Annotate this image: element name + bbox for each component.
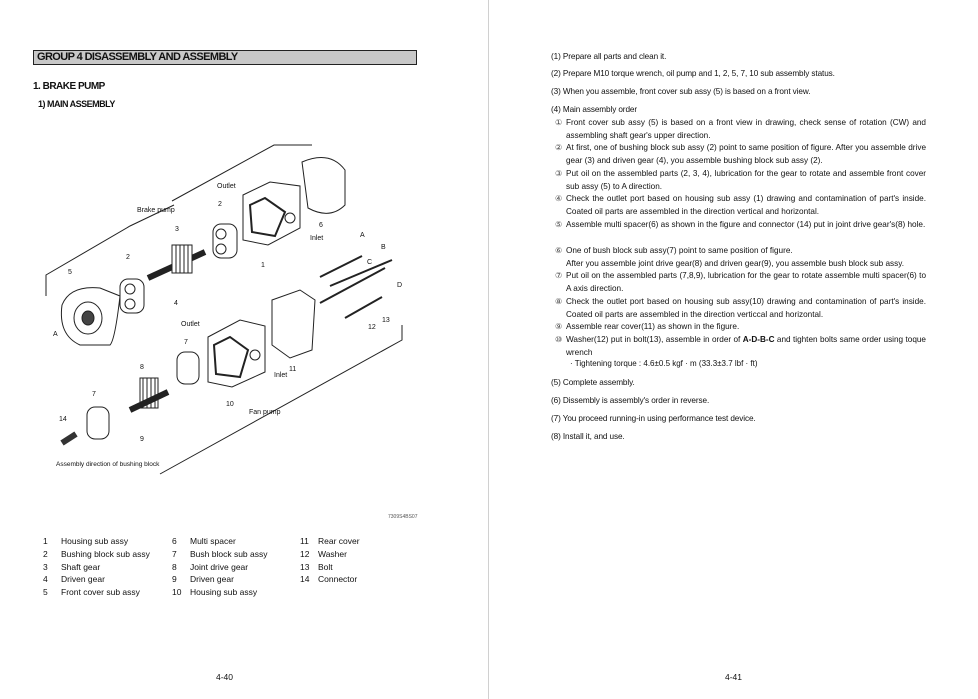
order-text — [566, 296, 926, 322]
assembly-order-item — [555, 296, 926, 322]
diagram-label: 11 — [289, 366, 297, 373]
diagram-label: A — [53, 331, 58, 338]
step-7: (7) You proceed running-in using performance test device. — [551, 414, 756, 423]
diagram-label: B — [381, 244, 386, 251]
order-text — [566, 193, 926, 219]
parts-list-item — [300, 561, 360, 574]
parts-list-item — [43, 548, 150, 561]
order-mark: ⑤ — [555, 220, 563, 229]
order-mark: ② — [555, 143, 563, 152]
part-name: Driven gear — [61, 574, 105, 585]
part-number: 14 — [300, 574, 310, 585]
order-text — [566, 142, 926, 168]
order-text — [566, 334, 926, 360]
bush-block-part-2 — [87, 407, 109, 439]
diagram-label: Outlet — [217, 183, 236, 190]
part-number: 10 — [172, 587, 182, 598]
parts-list-column — [172, 535, 267, 599]
order-text — [566, 219, 926, 232]
order-text-part: Put oil on the assembled parts (2, 3, 4), lubrication for the gear to rotate and assemble front cover sub assy (5) to A direction. — [566, 169, 926, 191]
order-mark: ⑦ — [555, 271, 563, 280]
parts-list-item — [300, 548, 360, 561]
step-6: (6) Dissembly is assembly's order in reverse. — [551, 396, 710, 405]
shaft-gear-part — [148, 245, 205, 278]
assembly-order-item — [555, 270, 926, 296]
order-text-line2: After you assemble joint drive gear(8) and driven gear(9), you assemble bush block sub assy. — [566, 258, 904, 268]
parts-list-item — [300, 535, 360, 548]
brake-pump-exploded-diagram — [0, 0, 489, 500]
diagram-label: Outlet — [181, 321, 200, 328]
parts-list-item — [43, 561, 150, 574]
diagram-label: 9 — [140, 436, 144, 443]
order-text-part: One of bush block sub assy(7) point to same position of figure. — [566, 246, 793, 255]
parts-list-item — [43, 573, 150, 586]
assembly-order-item — [555, 168, 926, 194]
multi-spacer-part — [302, 158, 345, 214]
order-mark: ③ — [555, 169, 563, 178]
order-text — [566, 245, 926, 271]
diagram-label: A — [360, 232, 365, 239]
part-number: 6 — [172, 536, 177, 546]
diagram-label: 8 — [140, 364, 144, 371]
order-text — [566, 321, 926, 334]
part-name: Driven gear — [190, 574, 234, 585]
diagram-label: 4 — [174, 300, 178, 307]
part-number: 2 — [43, 548, 48, 559]
part-name: Joint drive gear — [190, 561, 249, 572]
parts-list-item — [300, 573, 360, 586]
part-name: Shaft gear — [61, 561, 101, 572]
diagram-label: 14 — [59, 416, 67, 423]
parts-list-item — [172, 586, 267, 599]
tightening-torque: · Tightening torque : 4.6±0.5 kgf · m (33.3±3.7 lbf · ft) — [570, 359, 758, 368]
part-number: 4 — [43, 574, 48, 585]
bolts-part — [320, 256, 392, 318]
bolt-order: A-D-B-C — [742, 335, 775, 344]
parts-list-item — [172, 573, 267, 586]
assembly-order-item — [555, 117, 926, 143]
step-5: (5) Complete assembly. — [551, 378, 635, 387]
order-text-part: Washer(12) put in bolt(13), assemble in order of — [566, 335, 743, 344]
assembly-order-item — [555, 219, 926, 232]
order-text-part: and tighten bolts same order using toque wrench — [566, 335, 926, 357]
part-number: 3 — [43, 561, 48, 572]
page-number: 4-41 — [725, 672, 743, 682]
order-mark: ① — [555, 118, 563, 127]
parts-list-item — [172, 535, 267, 548]
part-name: Bush block sub assy — [190, 548, 268, 559]
part-name: Housing sub assy — [190, 587, 258, 598]
parts-list-item — [43, 586, 150, 599]
step-1: (1) Prepare all parts and clean it. — [551, 52, 667, 61]
parts-list-item — [43, 535, 150, 548]
parts-list-column — [300, 535, 360, 586]
diagram-label: D — [397, 282, 403, 289]
housing-part — [243, 182, 300, 245]
diagram-label: 5 — [68, 269, 72, 276]
order-text-part: At first, one of bushing block sub assy (2) point to same position of figure. After you assemble drive gear (3) and driven gear (4), you assemble bushing block sub assy (2). — [566, 143, 926, 165]
assembly-order-item — [555, 334, 926, 360]
order-mark: ⑧ — [555, 297, 563, 306]
diagram-label: 7 — [184, 339, 188, 346]
order-text-part: Put oil on the assembled parts (7,8,9), lubrication for the gear to rotate assemble multi spacer(6) to A axis direction. — [566, 271, 926, 293]
assembly-order-item — [555, 142, 926, 168]
part-name: Washer — [318, 548, 347, 559]
diagram-label: 7 — [92, 391, 96, 398]
group-title: GROUP 4 DISASSEMBLY AND ASSEMBLY — [33, 50, 417, 65]
diagram-label: 1 — [261, 262, 265, 269]
order-text-part: Front cover sub assy (5) is based on a front view in drawing, check sense of rotation (CW) and assembling shaft gear's upper direction. — [566, 118, 926, 140]
order-text-part: Assemble rear cover(11) as shown in the figure. — [566, 322, 740, 331]
order-text — [566, 270, 926, 296]
assembly-order-item — [555, 193, 926, 219]
front-cover-part — [61, 288, 120, 345]
step-2: (2) Prepare M10 torque wrench, oil pump and 1, 2, 5, 7, 10 sub assembly status. — [551, 69, 835, 78]
order-mark: ⑨ — [555, 322, 563, 331]
step-8: (8) Install it, and use. — [551, 432, 625, 441]
part-number: 12 — [300, 548, 310, 559]
joint-drive-gear-part — [130, 378, 168, 410]
part-name: Bushing block sub assy — [61, 548, 150, 559]
order-mark: ④ — [555, 194, 563, 203]
part-number: 8 — [172, 561, 177, 572]
diagram-label: Fan pump — [249, 409, 281, 416]
part-number: 11 — [300, 536, 309, 546]
order-mark: ⑩ — [555, 335, 563, 344]
diagram-label: 6 — [319, 222, 323, 229]
diagram-label: 3 — [175, 226, 179, 233]
rear-cover-part — [272, 290, 315, 358]
order-text — [566, 117, 926, 143]
subsection-title: 1) MAIN ASSEMBLY — [38, 99, 115, 109]
part-number: 7 — [172, 548, 177, 559]
part-name: Connector — [318, 574, 358, 585]
figure-code: 7309S4BS07 — [388, 514, 418, 520]
page-number: 4-40 — [216, 672, 234, 682]
order-text-part: Check the outlet port based on housing sub assy (1) drawing and contamination of part's inside. Coated oil parts are assembled in the direction vertical and horizontal. — [566, 194, 926, 216]
part-name: Rear cover — [318, 536, 360, 546]
diagram-label: 10 — [226, 401, 234, 408]
order-text-part: Assemble multi spacer(6) as shown in the figure and connector (14) put in joint drive gear's(8) hole. — [566, 220, 926, 229]
section-title: 1. BRAKE PUMP — [33, 81, 105, 92]
diagram-label: Brake pump — [137, 207, 175, 214]
part-name: Bolt — [318, 561, 333, 572]
part-number: 13 — [300, 561, 310, 572]
parts-list-column — [43, 535, 150, 599]
order-text-part: Check the outlet port based on housing sub assy(10) drawing and contamination of part's inside. Coated oil parts are assembled in the direction verticcal and horizontal. — [566, 297, 926, 319]
part-name: Front cover sub assy — [61, 587, 140, 598]
diagram-label: 13 — [382, 317, 390, 324]
bush-block-part — [177, 352, 199, 384]
assembly-order-item — [555, 321, 926, 334]
order-text — [566, 168, 926, 194]
connector-part — [62, 434, 76, 443]
part-name: Housing sub assy — [61, 536, 129, 546]
step-3: (3) When you assemble, front cover sub assy (5) is based on a front view. — [551, 87, 811, 96]
diagram-label: C — [367, 259, 373, 266]
parts-list-item — [172, 561, 267, 574]
diagram-label: Inlet — [310, 235, 324, 242]
step-4: (4) Main assembly order — [551, 105, 637, 114]
diagram-label: 12 — [368, 324, 376, 331]
assembly-order-item — [555, 245, 926, 271]
diagram-label: 2 — [218, 201, 222, 208]
diagram-label: 2 — [126, 254, 130, 261]
part-number: 9 — [172, 574, 177, 585]
diagram-caption: Assembly direction of bushing block — [56, 461, 160, 468]
fan-housing-part — [208, 320, 265, 387]
part-number: 1 — [43, 536, 48, 546]
parts-list-item — [172, 548, 267, 561]
diagram-label: Inlet — [274, 372, 288, 379]
order-mark: ⑥ — [555, 246, 563, 255]
brake-pump-bracket-line — [46, 205, 174, 296]
part-number: 5 — [43, 587, 48, 598]
part-name: Multi spacer — [190, 536, 236, 546]
